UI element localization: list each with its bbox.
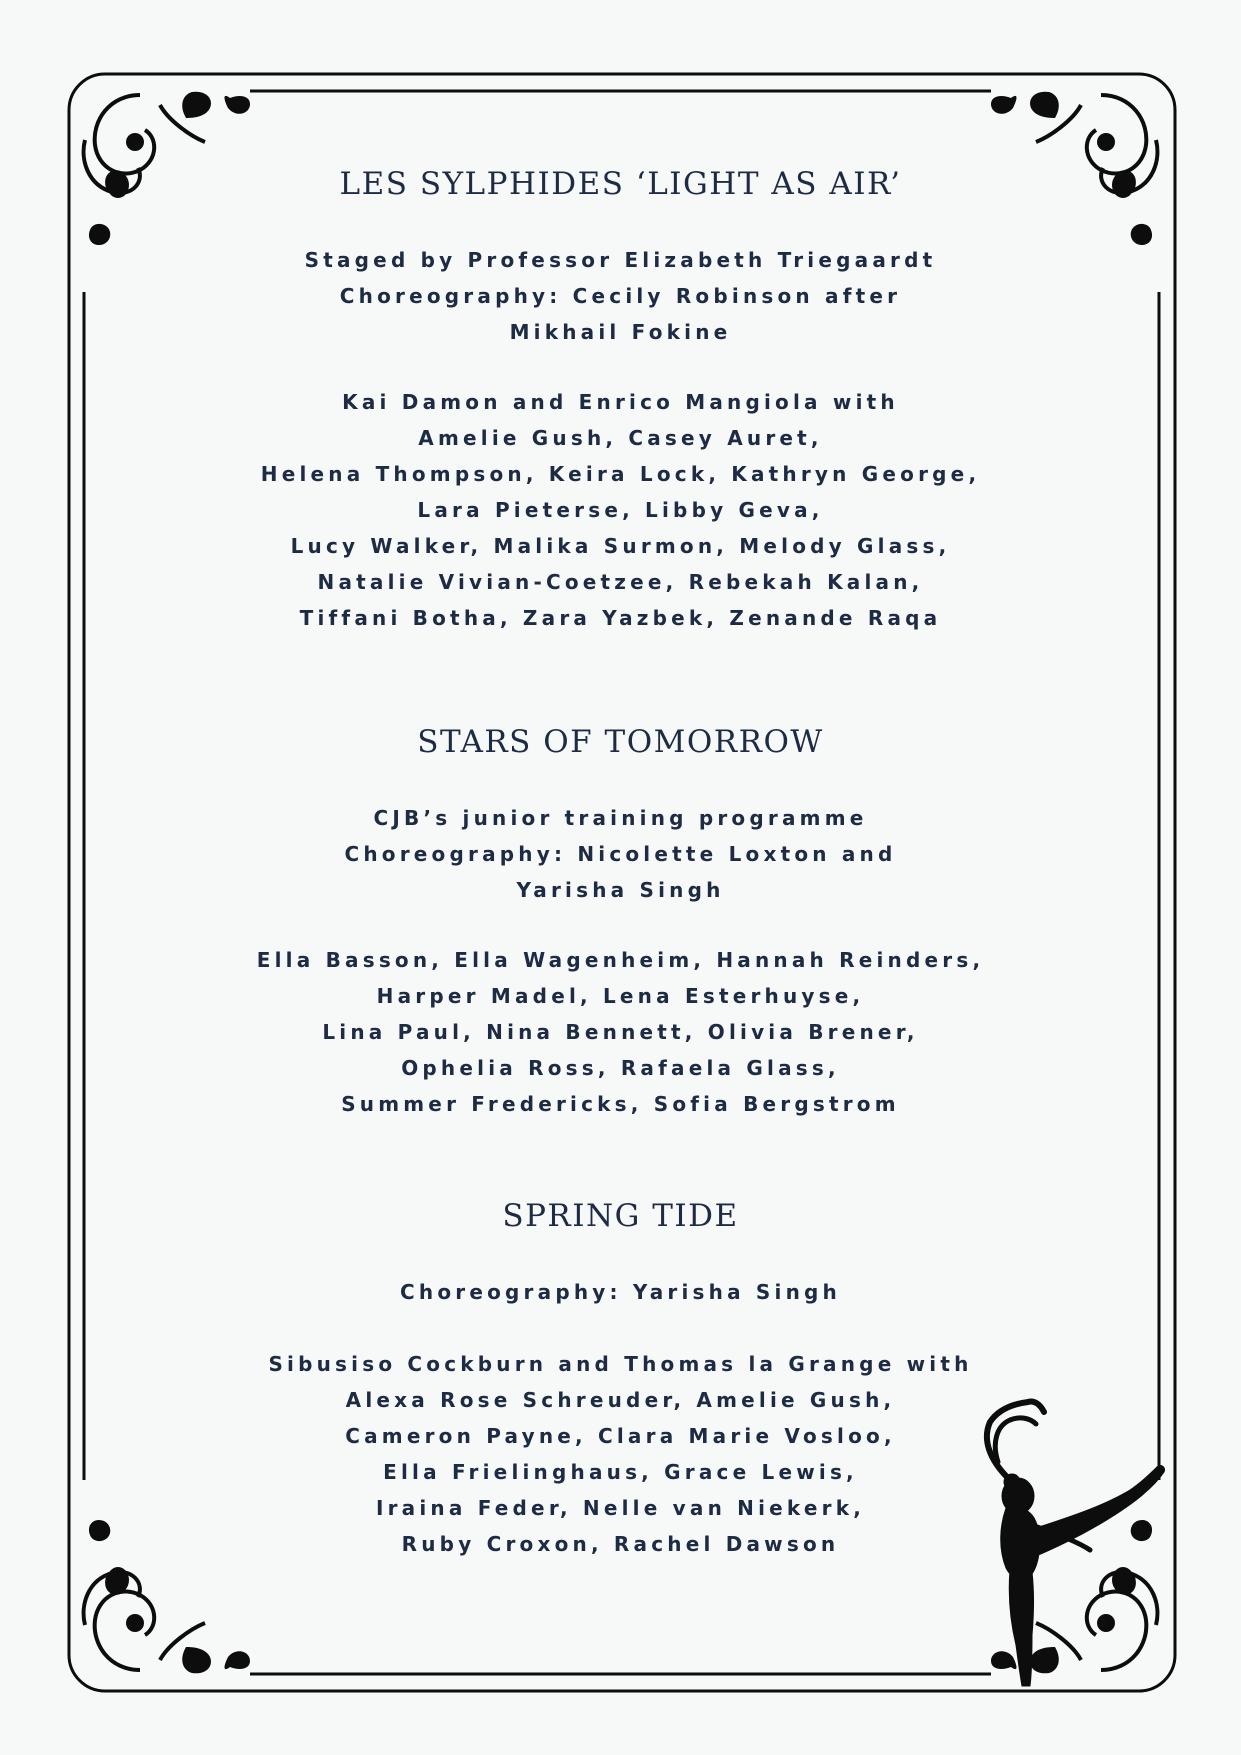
credit-line: Staged by Professor Elizabeth Triegaardt (304, 248, 937, 272)
credit-line: Choreography: Nicolette Loxton and (344, 842, 897, 866)
credit-line: Mikhail Fokine (509, 320, 732, 344)
cast-line: Lara Pieterse, Libby Geva, (417, 498, 824, 522)
section-title-stars-of-tomorrow: STARS OF TOMORROW (417, 724, 824, 760)
cast-line: Harper Madel, Lena Esterhuyse, (376, 984, 865, 1008)
cast-line: Summer Fredericks, Sofia Bergstrom (341, 1092, 900, 1116)
cast-line: Sibusiso Cockburn and Thomas la Grange with (268, 1352, 973, 1376)
cast-line: Kai Damon and Enrico Mangiola with (342, 390, 899, 414)
cast-line: Lina Paul, Nina Bennett, Olivia Brener, (322, 1020, 919, 1044)
cast-line: Iraina Feder, Nelle van Niekerk, (375, 1496, 866, 1520)
ballerina-silhouette-icon (960, 1390, 1170, 1690)
cast-line: Alexa Rose Schreuder, Amelie Gush, (345, 1388, 896, 1412)
credit-line: Choreography: Cecily Robinson after (339, 284, 902, 308)
section-title-spring-tide: SPRING TIDE (502, 1198, 739, 1234)
cast-line: Ella Basson, Ella Wagenheim, Hannah Reinders, (256, 948, 985, 972)
cast-line: Amelie Gush, Casey Auret, (418, 426, 823, 450)
section-title-les-sylphides: LES SYLPHIDES ‘LIGHT AS AIR’ (339, 166, 902, 202)
cast-line: Natalie Vivian-Coetzee, Rebekah Kalan, (317, 570, 924, 594)
cast-line: Lucy Walker, Malika Surmon, Melody Glass, (290, 534, 951, 558)
cast-line: Ella Frielinghaus, Grace Lewis, (383, 1460, 858, 1484)
cast-line: Cameron Payne, Clara Marie Vosloo, (345, 1424, 896, 1448)
credit-line: CJB’s junior training programme (373, 806, 868, 830)
cast-line: Ruby Croxon, Rachel Dawson (401, 1532, 840, 1556)
credit-line: Yarisha Singh (516, 878, 725, 902)
cast-line: Tiffani Botha, Zara Yazbek, Zenande Raqa (299, 606, 942, 630)
cast-line: Helena Thompson, Keira Lock, Kathryn George, (260, 462, 981, 486)
cast-line: Ophelia Ross, Rafaela Glass, (401, 1056, 840, 1080)
credit-line: Choreography: Yarisha Singh (400, 1280, 841, 1304)
